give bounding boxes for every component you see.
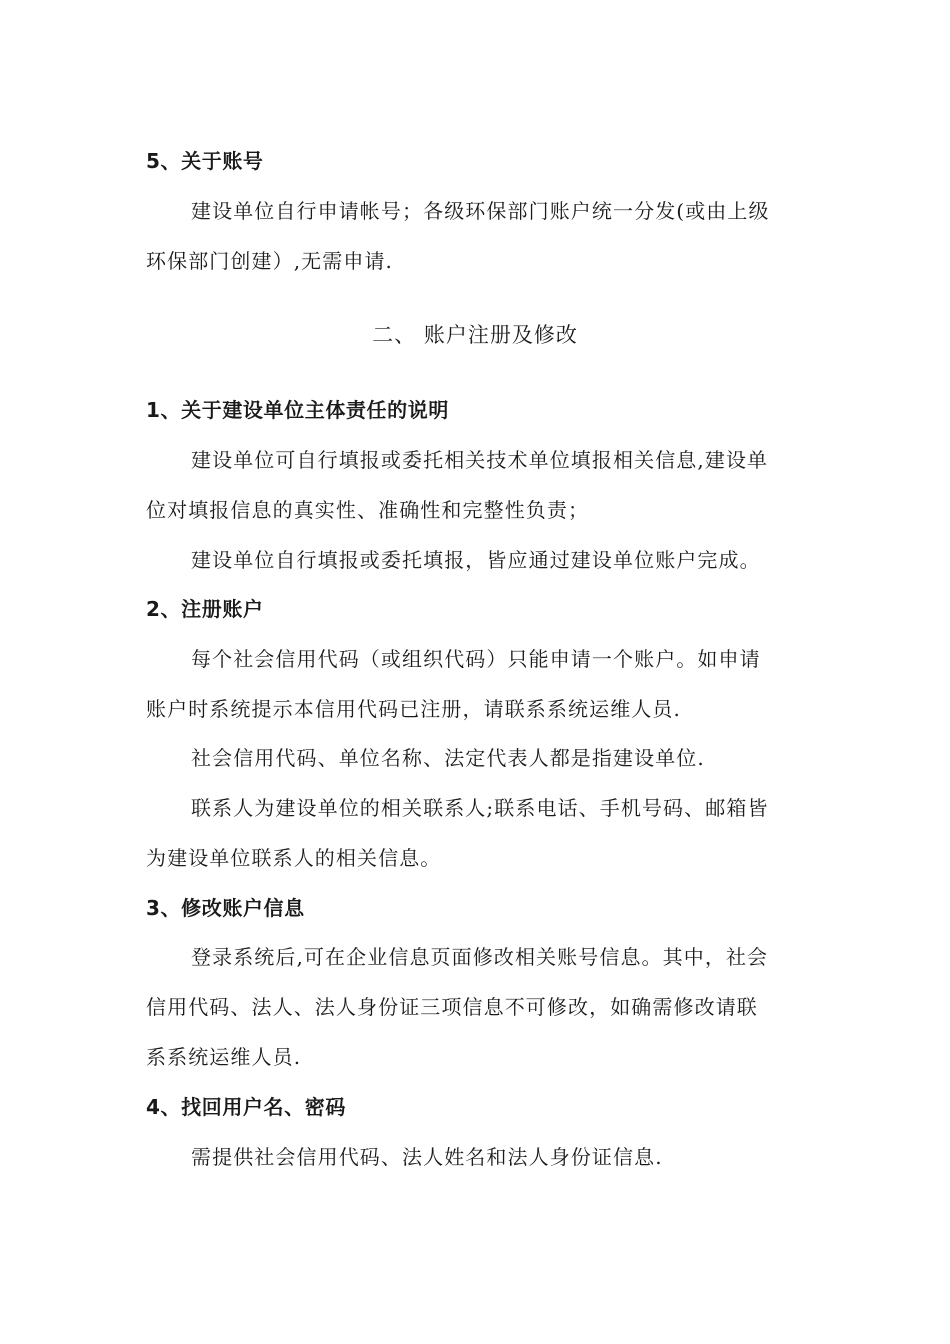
section-heading-responsibility: 1、关于建设单位主体责任的说明 — [146, 398, 449, 422]
section-heading-register: 2、注册账户 — [146, 597, 264, 621]
paragraph-line: 每个社会信用代码（或组织代码）只能申请一个账户。如申请 — [191, 647, 761, 671]
paragraph-line: 为建设单位联系人的相关信息。 — [146, 846, 442, 870]
paragraph-line: 需提供社会信用代码、法人姓名和法人身份证信息. — [191, 1145, 663, 1169]
paragraph-line: 信用代码、法人、法人身份证三项信息不可修改，如确需修改请联 — [146, 995, 758, 1019]
paragraph-line: 登录系统后,可在企业信息页面修改相关账号信息。其中，社会 — [191, 945, 769, 969]
section-heading-modify: 3、修改账户信息 — [146, 896, 305, 920]
paragraph-line: 账户时系统提示本信用代码已注册，请联系系统运维人员. — [146, 697, 681, 721]
paragraph-line: 建设单位可自行填报或委托相关技术单位填报相关信息,建设单 — [191, 448, 769, 472]
paragraph-line: 环保部门创建）,无需申请. — [146, 249, 394, 273]
chapter-title: 二、 账户注册及修改 — [372, 323, 578, 347]
paragraph-line: 社会信用代码、单位名称、法定代表人都是指建设单位. — [191, 746, 705, 770]
paragraph-line: 建设单位自行申请帐号；各级环保部门账户统一分发(或由上级 — [191, 199, 770, 223]
paragraph-line: 联系人为建设单位的相关联系人;联系电话、手机号码、邮箱皆 — [191, 796, 769, 820]
section-heading-account: 5、关于账号 — [146, 149, 264, 173]
section-heading-recover: 4、找回用户名、密码 — [146, 1095, 346, 1119]
paragraph-line: 建设单位自行填报或委托填报，皆应通过建设单位账户完成。 — [191, 548, 761, 572]
paragraph-line: 位对填报信息的真实性、准确性和完整性负责； — [146, 498, 590, 522]
paragraph-line: 系系统运维人员. — [146, 1045, 302, 1069]
